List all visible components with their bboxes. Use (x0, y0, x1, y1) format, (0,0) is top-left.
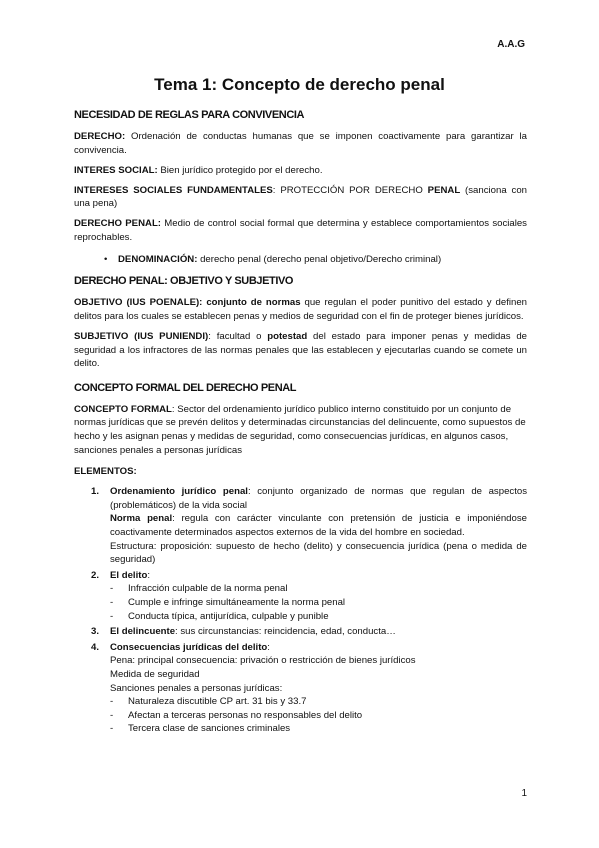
sub-item-text: Afectan a terceras personas no responsables del delito (128, 709, 363, 721)
sub-list-item (110, 596, 527, 610)
item-label: Consecuencias jurídicas del delito (110, 641, 268, 653)
author-initials: A.A.G (497, 39, 525, 50)
dash-icon: - (110, 610, 114, 622)
term-text: : Sector del ordenamiento jurídico publico interno constituido por un conjunto de normas jurídicas que se prevén delitos y determinadas circunstancias del delincuente, como supuestos de hecho y les asignan penas y medidas de seguridad, como consecuencias jurídicas, en algunos casos, sanciones penales a personas jurídicas (74, 403, 526, 456)
sub-item-text: Tercera clase de sanciones criminales (128, 723, 291, 735)
paragraph-derecho (74, 130, 527, 157)
dash-icon: - (110, 596, 114, 608)
elementos-label (74, 465, 527, 479)
term-label: DERECHO PENAL: (74, 218, 161, 230)
item-text: : (267, 641, 270, 653)
sub-item-text: Cumple e infringe simultáneamente la norma penal (128, 596, 346, 608)
sub-item-text: Conducta típica, antijurídica, culpable y punible (128, 610, 329, 622)
dash-icon: - (110, 709, 114, 721)
paragraph-objetivo (74, 296, 527, 323)
sub-list-item (110, 582, 527, 596)
term-text: : facultad o (208, 330, 268, 342)
term-text: que regulan el poder punitivo del estado y definen delitos para los cuales se establecen penas y medios de seguridad con el fin de proteger bienes jurídicos. (74, 297, 528, 322)
term-label: CONCEPTO FORMAL (74, 403, 172, 415)
list-item-delito (74, 569, 527, 623)
item-label: El delincuente (110, 626, 176, 638)
term-text: : PROTECCIÓN POR DERECHO (272, 184, 428, 196)
dash-icon: - (110, 723, 114, 735)
list-item-ordenamiento (74, 485, 527, 567)
dash-icon: - (110, 583, 114, 595)
item-text: Medida de seguridad (110, 668, 200, 680)
paragraph-intereses-fundamentales (74, 184, 527, 211)
sub-list (110, 695, 527, 736)
dash-icon: - (110, 696, 114, 708)
paragraph-concepto-formal (74, 403, 527, 457)
paragraph-subjetivo (74, 330, 527, 371)
section-heading-necesidad: NECESIDAD DE REGLAS PARA CONVIVENCIA (74, 109, 305, 121)
paragraph-derecho-penal (74, 217, 527, 244)
bullet-icon: • (104, 253, 108, 265)
item-number: 2. (91, 569, 100, 581)
term-bold: PENAL (427, 184, 461, 196)
sub-list-item (110, 709, 527, 723)
item-text: Sanciones penales a personas jurídicas: (110, 682, 283, 694)
term-label: ELEMENTOS: (74, 466, 137, 478)
elementos-list (74, 485, 527, 736)
term-text: del estado para imponer penas y medidas de seguridad a los infractores de las normas penales que las establecen y ejecutarlas cuando se comete un delito. (74, 330, 527, 370)
term-label: DENOMINACIÓN: (118, 253, 198, 265)
term-label: SUBJETIVO (IUS PUNIENDI) (74, 330, 209, 342)
sub-list-item (110, 610, 527, 624)
item-number: 1. (91, 486, 100, 498)
item-text: Estructura: proposición: supuesto de hecho (delito) y consecuencia jurídica (pena o medida de seguridad) (110, 540, 527, 566)
list-item-consecuencias (74, 641, 527, 736)
section-heading-concepto-formal: CONCEPTO FORMAL DEL DERECHO PENAL (74, 381, 297, 394)
item-sub-label: Norma penal (110, 513, 173, 525)
item-label: El delito (110, 569, 148, 581)
term-text: (sanciona con una pena) (74, 184, 527, 210)
term-label: OBJETIVO (IUS POENALE): (74, 297, 203, 309)
term-text: derecho penal (derecho penal objetivo/Derecho criminal) (197, 253, 442, 265)
document-body (74, 104, 527, 738)
term-label: DERECHO: (74, 131, 126, 142)
item-label: Ordenamiento jurídico penal (110, 486, 248, 498)
sub-list-item (110, 722, 527, 736)
item-number: 3. (91, 626, 100, 638)
item-number: 4. (91, 641, 100, 653)
term-bold: conjunto de normas (206, 297, 301, 309)
sub-list-item (110, 695, 527, 709)
term-text: Ordenación de conductas humanas que se imponen coactivamente para garantizar la convivencia. (74, 131, 527, 156)
term-text: Bien jurídico protegido por el derecho. (157, 164, 323, 176)
term-label: INTERESES SOCIALES FUNDAMENTALES (74, 184, 273, 196)
paragraph-interes-social (74, 164, 527, 178)
sub-list (110, 582, 527, 623)
list-item-delincuente (74, 625, 527, 639)
bullet-denominacion (74, 253, 527, 267)
term-text: Medio de control social formal que determina y establece comportamientos sociales reprochables. (74, 218, 527, 244)
page-title: Tema 1: Concepto de derecho penal (154, 75, 445, 94)
item-text: : sus circunstancias: reincidencia, edad, conducta… (175, 626, 396, 638)
sub-item-text: Naturaleza discutible CP art. 31 bis y 33.7 (128, 696, 307, 708)
page-number: 1 (521, 788, 527, 799)
item-text: : (147, 569, 150, 581)
sub-item-text: Infracción culpable de la norma penal (128, 583, 288, 595)
term-label: INTERES SOCIAL: (74, 164, 158, 176)
item-text: Pena: principal consecuencia: privación o restricción de bienes jurídicos (110, 655, 416, 667)
term-bold: potestad (267, 330, 308, 342)
item-text: : regula con carácter vinculante con pretensión de justicia e imponiéndose coactivamente determinados aspectos externos de la vida del hombre en sociedad. (110, 513, 527, 538)
item-text: : conjunto organizado de normas que regulan de aspectos (problemáticos) de la vida social (110, 486, 527, 511)
section-heading-objetivo-subjetivo: DERECHO PENAL: OBJETIVO Y SUBJETIVO (74, 275, 294, 288)
